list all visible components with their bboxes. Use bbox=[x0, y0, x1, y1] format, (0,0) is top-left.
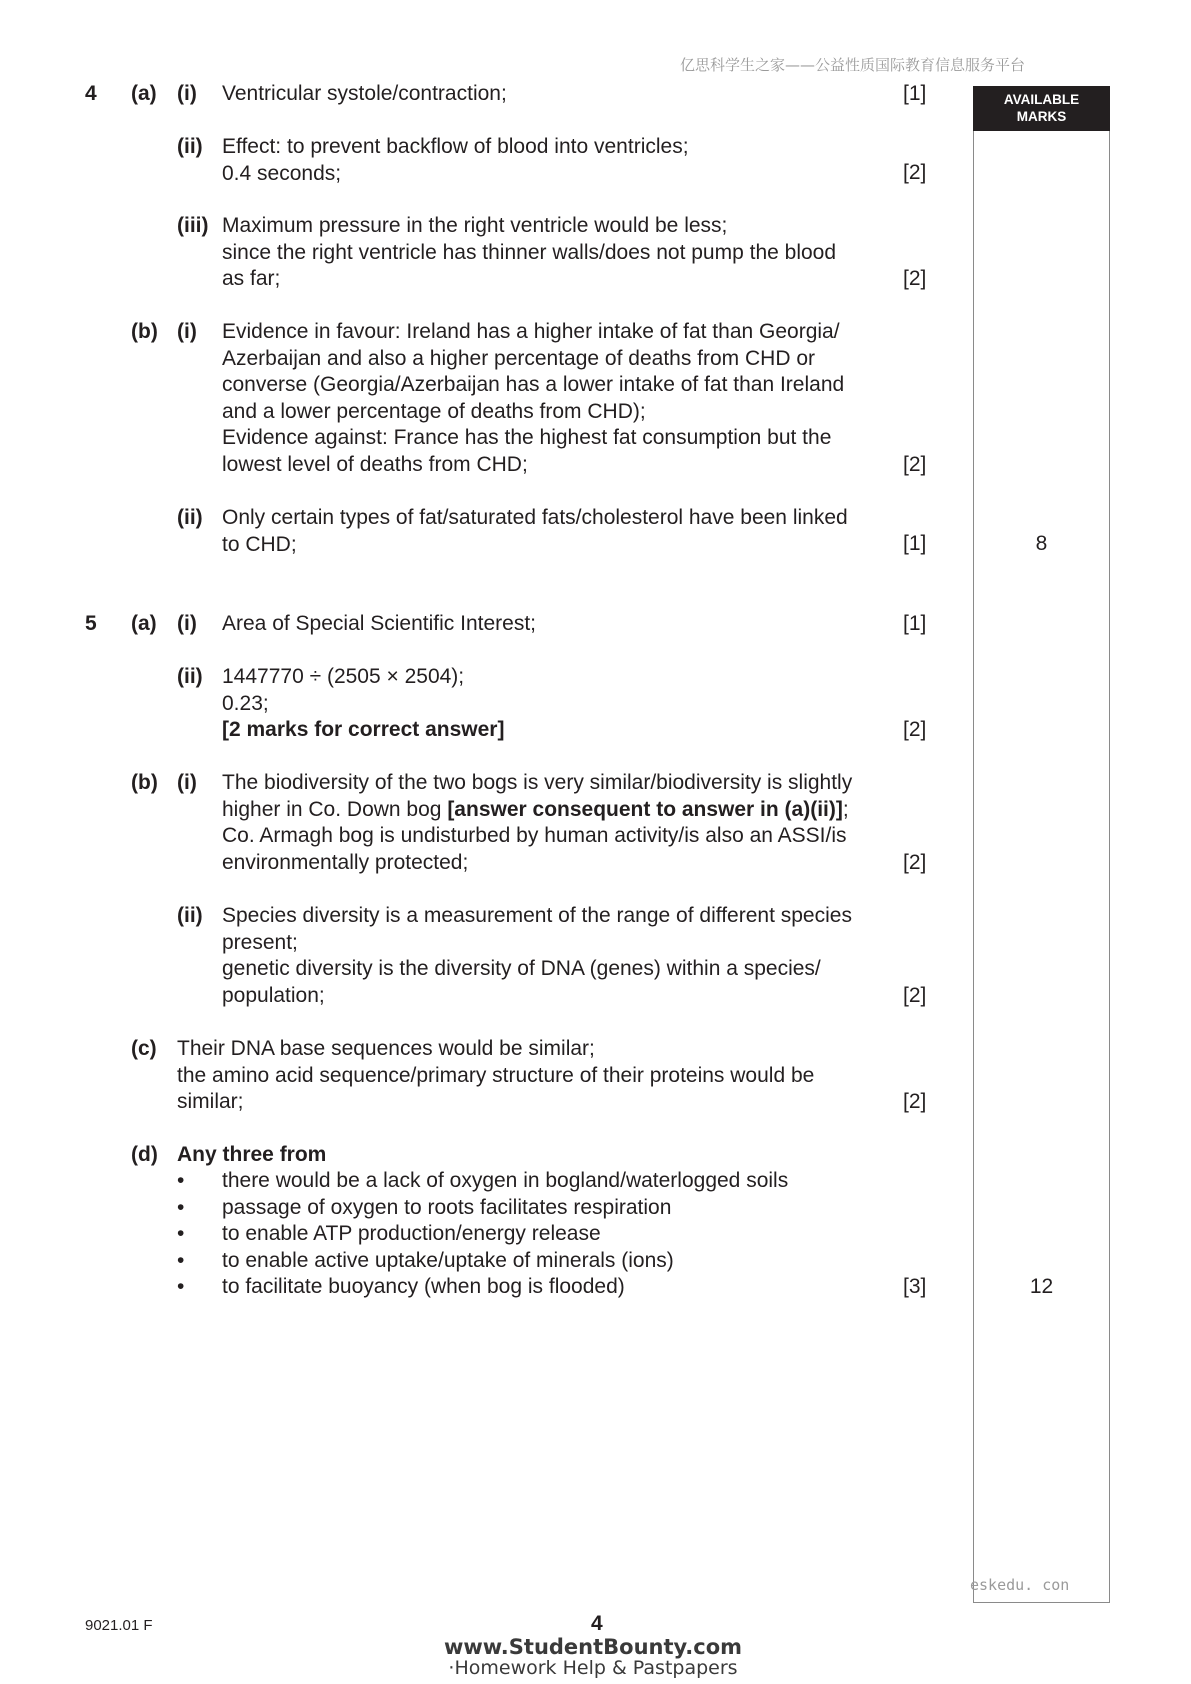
q4-b-i-mark: [2] bbox=[903, 453, 927, 476]
q5-b-i-consequent-note: [answer consequent to answer in (a)(ii)] bbox=[447, 797, 843, 821]
q5-d-bullet-item: to facilitate buoyancy (when bog is flooded) bbox=[222, 1275, 625, 1298]
q4-a-iii-line: as far; bbox=[222, 267, 281, 290]
q4-part-a-label: (a) bbox=[131, 82, 157, 105]
available-marks-header-line2: MARKS bbox=[1016, 109, 1067, 124]
q4-b-i-line: Evidence against: France has the highest fat consumption but the bbox=[222, 426, 832, 449]
q5-b-i-label: (i) bbox=[177, 771, 197, 794]
q5-b-ii-line: genetic diversity is the diversity of DNA (genes) within a species/ bbox=[222, 957, 821, 980]
q5-a-ii-calculation: 1447770 ÷ (2505 × 2504); bbox=[222, 665, 465, 688]
studentbounty-tagline: ·Homework Help & Pastpapers bbox=[448, 1657, 738, 1679]
q4-a-i-label: (i) bbox=[177, 82, 197, 105]
q4-b-ii-label: (ii) bbox=[177, 506, 203, 529]
q5-b-ii-line: population; bbox=[222, 983, 325, 1007]
q5-b-ii-text bbox=[222, 903, 852, 1009]
q5-part-c-label: (c) bbox=[131, 1037, 157, 1060]
q5-b-i-line: The biodiversity of the two bogs is very similar/biodiversity is slightly bbox=[222, 771, 853, 794]
available-marks-header-line1: AVAILABLE bbox=[1003, 92, 1080, 107]
page-number: 4 bbox=[591, 1612, 603, 1635]
paper-code: 9021.01 F bbox=[85, 1617, 153, 1634]
q5-b-i-line: Co. Armagh bog is undisturbed by human activity/is also an ASSI/is bbox=[222, 824, 847, 847]
q4-total-marks: 8 bbox=[1035, 532, 1048, 555]
bullet-icon: • bbox=[177, 1169, 185, 1192]
q4-a-iii-line: Maximum pressure in the right ventricle would be less; bbox=[222, 214, 728, 237]
q5-d-mark: [3] bbox=[903, 1275, 927, 1298]
q5-b-i-text bbox=[222, 770, 852, 876]
q4-b-ii-line: Only certain types of fat/saturated fats/cholesterol have been linked bbox=[222, 506, 848, 529]
q4-b-i-line: and a lower percentage of deaths from CHD); bbox=[222, 399, 646, 423]
q5-b-i-line: environmentally protected; bbox=[222, 850, 469, 874]
bullet-icon: • bbox=[177, 1249, 185, 1272]
q4-b-i-line: lowest level of deaths from CHD; bbox=[222, 452, 528, 476]
question-number-4: 4 bbox=[85, 82, 97, 105]
q5-a-ii-label: (ii) bbox=[177, 665, 203, 688]
q4-b-ii-text bbox=[222, 505, 848, 558]
q4-a-ii-text bbox=[222, 134, 689, 187]
q5-c-mark: [2] bbox=[903, 1090, 927, 1113]
q4-b-i-line: converse (Georgia/Azerbaijan has a lower intake of fat than Ireland bbox=[222, 373, 845, 396]
q5-c-line: Their DNA base sequences would be similar; bbox=[177, 1037, 595, 1060]
q5-b-i-line bbox=[222, 797, 852, 824]
q5-c-text bbox=[177, 1036, 814, 1116]
q4-b-ii-line: to CHD; bbox=[222, 532, 297, 556]
q5-a-ii-mark: [2] bbox=[903, 718, 927, 741]
q5-c-line: the amino acid sequence/primary structure of their proteins would be bbox=[177, 1063, 815, 1087]
q4-a-iii-mark: [2] bbox=[903, 267, 927, 290]
q4-a-ii-label: (ii) bbox=[177, 135, 203, 158]
q5-part-a-label: (a) bbox=[131, 612, 157, 635]
q4-a-ii-line: Effect: to prevent backflow of blood into ventricles; bbox=[222, 135, 689, 158]
q4-b-i-label: (i) bbox=[177, 320, 197, 343]
studentbounty-logo bbox=[443, 1636, 743, 1678]
q5-b-i-mark: [2] bbox=[903, 851, 927, 874]
q4-b-i-text bbox=[222, 319, 844, 478]
q4-a-iii-line: since the right ventricle has thinner walls/does not pump the blood bbox=[222, 240, 837, 264]
q4-a-ii-mark: [2] bbox=[903, 161, 927, 184]
q4-a-i-text: Ventricular systole/contraction; bbox=[222, 82, 507, 105]
q5-part-d-label: (d) bbox=[131, 1143, 158, 1166]
q4-b-ii-mark: [1] bbox=[903, 532, 927, 555]
q5-b-ii-line: present; bbox=[222, 930, 298, 954]
bullet-icon: • bbox=[177, 1222, 185, 1245]
q4-a-iii-text bbox=[222, 213, 836, 293]
q4-part-b-label: (b) bbox=[131, 320, 158, 343]
question-number-5: 5 bbox=[85, 612, 97, 635]
q4-b-i-line: Evidence in favour: Ireland has a higher intake of fat than Georgia/ bbox=[222, 320, 840, 343]
q5-d-bullet-item: passage of oxygen to roots facilitates respiration bbox=[222, 1196, 672, 1219]
q5-b-ii-label: (ii) bbox=[177, 904, 203, 927]
q5-c-line: similar; bbox=[177, 1090, 244, 1113]
q4-b-i-line: Azerbaijan and also a higher percentage of deaths from CHD or bbox=[222, 346, 816, 370]
q5-part-b-label: (b) bbox=[131, 771, 158, 794]
studentbounty-url: www.StudentBounty.com bbox=[443, 1635, 743, 1659]
available-marks-column bbox=[973, 86, 1110, 1603]
watermark-bottom: eskedu. con bbox=[970, 1576, 1070, 1594]
q5-d-bullet-item: there would be a lack of oxygen in bogland/waterlogged soils bbox=[222, 1169, 789, 1192]
q5-b-i-line2-end: ; bbox=[842, 797, 849, 821]
q4-a-i-mark: [1] bbox=[903, 82, 927, 105]
q5-a-ii-note: [2 marks for correct answer] bbox=[222, 718, 505, 741]
q5-d-bullet-item: to enable active uptake/uptake of minerals (ions) bbox=[222, 1249, 674, 1272]
q5-a-i-label: (i) bbox=[177, 612, 197, 635]
bullet-icon: • bbox=[177, 1196, 185, 1219]
watermark-top: 亿思科学生之家——公益性质国际教育信息服务平台 bbox=[680, 56, 1026, 74]
q5-d-heading: Any three from bbox=[177, 1143, 327, 1166]
q5-b-ii-line: Species diversity is a measurement of the range of different species bbox=[222, 904, 852, 927]
q5-b-i-line2-text: higher in Co. Down bog bbox=[222, 797, 448, 821]
q4-a-iii-label: (iii) bbox=[177, 214, 209, 237]
q4-a-ii-line: 0.4 seconds; bbox=[222, 161, 342, 185]
q5-a-ii-text bbox=[222, 664, 504, 744]
available-marks-header bbox=[973, 86, 1110, 131]
q5-a-ii-answer: 0.23; bbox=[222, 691, 269, 715]
q5-total-marks: 12 bbox=[1029, 1275, 1054, 1298]
q5-b-ii-mark: [2] bbox=[903, 984, 927, 1007]
q5-d-bullet-item: to enable ATP production/energy release bbox=[222, 1222, 601, 1245]
bullet-icon: • bbox=[177, 1275, 185, 1298]
q5-a-i-text: Area of Special Scientific Interest; bbox=[222, 612, 536, 635]
q5-a-i-mark: [1] bbox=[903, 612, 927, 635]
